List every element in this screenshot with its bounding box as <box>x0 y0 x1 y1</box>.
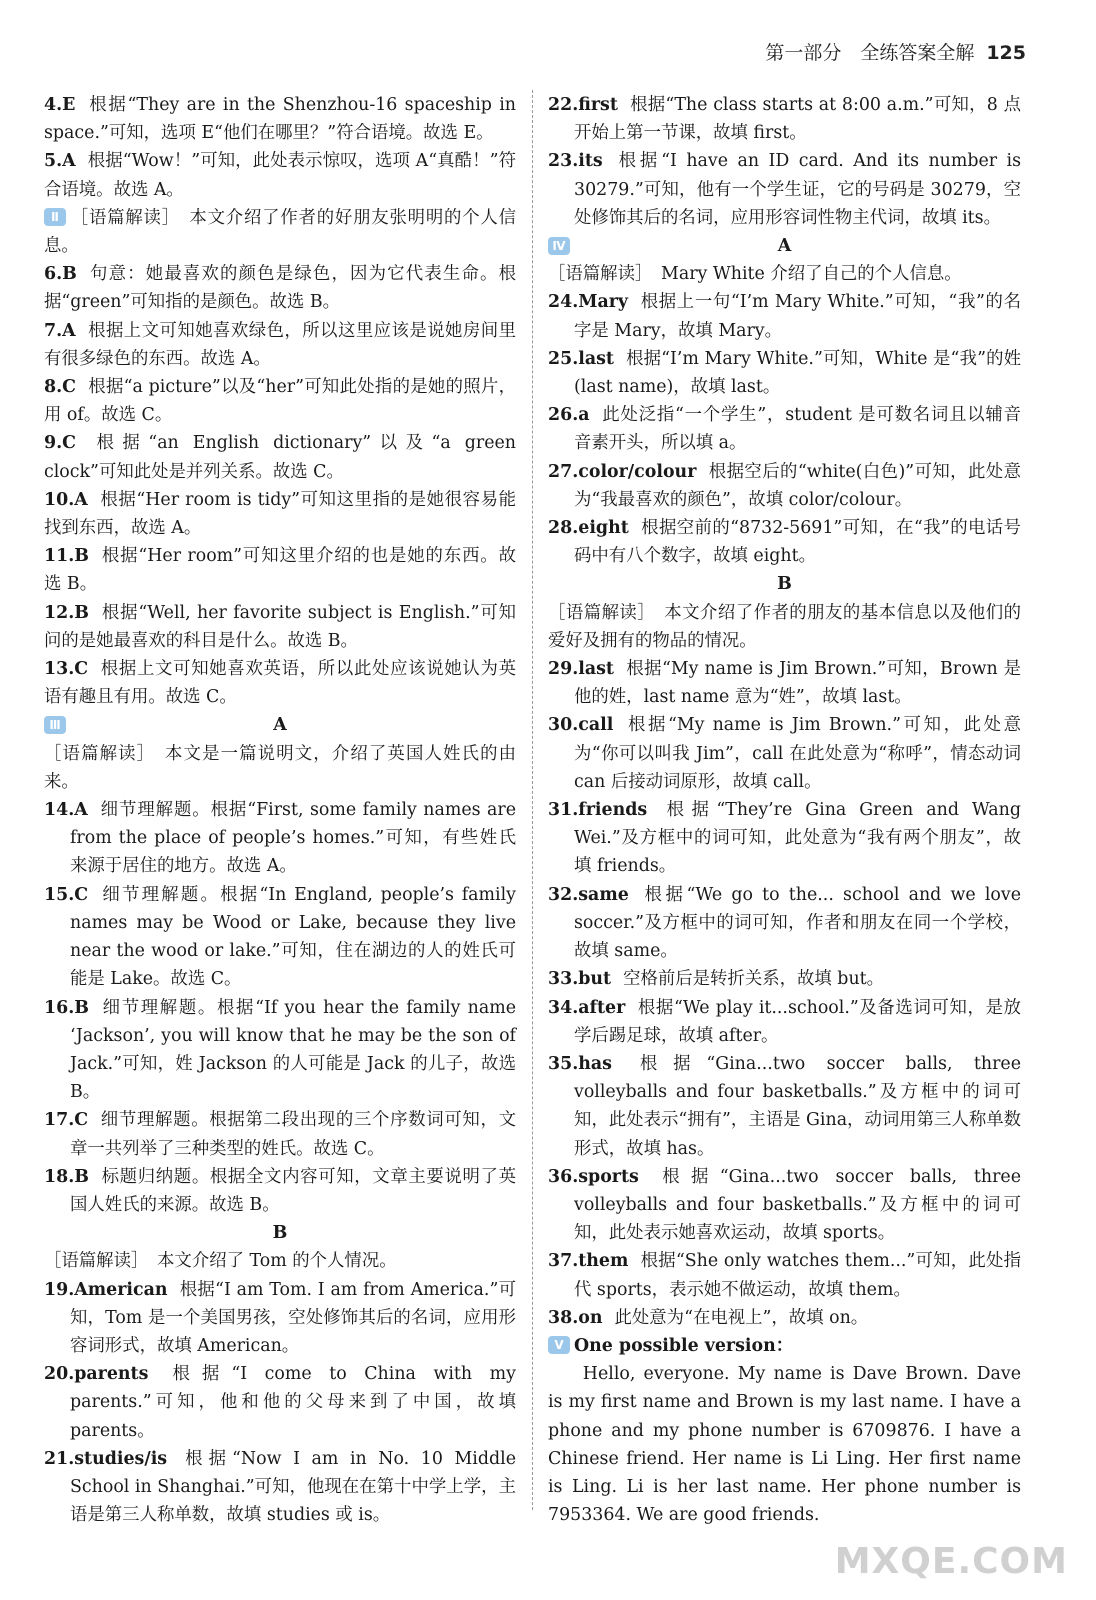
answer-explanation: 标题归纳题。根据全文内容可知，文章主要说明了英国人姓氏的来源。故选 B。 <box>70 1166 516 1215</box>
part-heading <box>44 711 516 739</box>
answer-explanation: 根据“Well, her favorite subject is English.”可知问的是她最喜欢的科目是什么。故选 B。 <box>44 602 516 651</box>
question-number: 30.call <box>548 715 614 736</box>
section-marker: Ⅲ <box>44 716 66 734</box>
question-number: 22.first <box>548 95 618 115</box>
answer-item <box>44 260 516 316</box>
answer-item <box>548 994 1021 1050</box>
answer-explanation: 根据“Gina...two soccer balls, three volleyballs and four basketballs.”及方框中的词可知，此处表示她喜欢运动，故填 sports。 <box>574 1166 1021 1244</box>
part-label: A <box>777 236 792 257</box>
question-number: 16.B <box>44 997 89 1018</box>
answer-item <box>548 965 1021 993</box>
page-header <box>765 38 1026 65</box>
answer-explanation: 根据空前的“8732-5691”可知，在“我”的电话号码中有八个数字，故填 eight。 <box>574 518 1021 567</box>
answer-explanation: 句意：她最喜欢的颜色是绿色，因为它代表生命。根据“green”可知指的是颜色。故选 B。 <box>44 264 516 313</box>
question-number: 34.after <box>548 997 626 1018</box>
answer-explanation: 细节理解题。根据“In England, people’s family names may be Wood or Lake, because they live near the wood or lake.”可知，住在湖边的人的姓氏可能是 Lake。故选 C。 <box>70 884 516 990</box>
question-number: 14.A <box>44 800 88 821</box>
answer-item <box>44 542 516 598</box>
answer-item <box>44 1360 516 1445</box>
answer-item <box>548 345 1021 401</box>
answer-explanation: 根据“Now I am in No. 10 Middle School in Shanghai.”可知，他现在在第十中学上学，主语是第三人称单数，故填 studies 或 is。 <box>70 1448 516 1526</box>
essay-text: Hello, everyone. My name is Dave Brown. Dave is my first name and Brown is my last name. I have a phone and my phone number is 6709876. I have a Chinese friend. Her name is Li Ling. Her first name is Ling. Li is her last name. Her phone number is 7953364. We are good friends. <box>548 1364 1021 1526</box>
answer-item <box>548 458 1021 514</box>
answer-explanation: 根据“We play it...school.”及备选词可知，是放学后踢足球，故填 after。 <box>574 997 1021 1046</box>
answer-item <box>44 373 516 429</box>
answer-explanation: 根据“I have an ID card. And its number is 30279.”可知，他有一个学生证，它的号码是 30279，空处修饰其后的名词，应用形容词性物主代词，故填 its。 <box>574 151 1021 228</box>
answer-explanation: 根据“I come to China with my parents.”可知，他和他的父母来到了中国，故填 parents。 <box>70 1364 516 1441</box>
question-number: 37.them <box>548 1251 629 1272</box>
section-title: 第一部分 全练答案全解 <box>765 42 975 64</box>
question-number: 19.American <box>44 1279 168 1300</box>
answer-item <box>548 655 1021 711</box>
section-heading <box>548 1332 1021 1360</box>
left-column <box>44 91 516 1529</box>
answer-item <box>548 401 1021 457</box>
answer-explanation: 细节理解题。根据“First, some family names are from the place of people’s homes.”可知，有些姓氏来源于居住的地方。故选 A。 <box>70 800 516 877</box>
question-number: 28.eight <box>548 518 629 539</box>
question-number: 36.sports <box>548 1166 639 1187</box>
part-label: A <box>273 715 287 736</box>
question-number: 6.B <box>44 264 77 285</box>
answer-item <box>548 1050 1021 1163</box>
answer-explanation: 根据上文可知她喜欢绿色，所以这里应该是说她房间里有很多绿色的东西。故选 A。 <box>44 320 516 369</box>
answer-explanation: 根据“My name is Jim Brown.”可知，此处意为“你可以叫我 Jim”，call 在此处意为“称呼”，情态动词 can 后接动词原形，故填 call。 <box>574 715 1021 792</box>
answer-item <box>44 317 516 373</box>
part-heading <box>548 232 1021 260</box>
page-number: 125 <box>986 42 1026 64</box>
passage-summary: ［语篇解读］ 本文是一篇说明文，介绍了英国人姓氏的由来。 <box>44 743 516 792</box>
answer-item <box>548 147 1021 232</box>
question-number: 7.A <box>44 320 76 341</box>
answer-item <box>44 91 516 147</box>
answer-item <box>548 881 1021 966</box>
answer-item <box>44 1106 516 1162</box>
question-number: 24.Mary <box>548 292 629 313</box>
answer-explanation: 此处意为“在电视上”，故填 on。 <box>614 1307 869 1328</box>
answer-explanation: 根据“an English dictionary”以及“a green clock”可知此处是并列关系。故选 C。 <box>44 433 516 482</box>
question-number: 15.C <box>44 884 89 905</box>
question-number: 23.its <box>548 151 603 172</box>
answer-item <box>548 796 1021 881</box>
section-text: One possible version： <box>574 1335 794 1356</box>
question-number: 32.same <box>548 884 629 905</box>
answer-explanation: 根据“I am Tom. I am from America.”可知，Tom 是一个美国男孩，空处修饰其后的名词，应用形容词形式，故填 American。 <box>70 1279 516 1356</box>
watermark: MXQE.COM <box>834 1541 1068 1582</box>
part-heading: B <box>272 1223 288 1244</box>
answer-explanation: 此处泛指“一个学生”，student 是可数名词且以辅音音素开头，所以填 a。 <box>574 405 1021 454</box>
section-marker: Ⅳ <box>548 237 570 255</box>
answer-explanation: 根据“I’m Mary White.”可知，White 是“我”的姓(last name)，故填 last。 <box>574 348 1021 398</box>
answer-item <box>44 599 516 655</box>
answer-explanation: 根据上文可知她喜欢英语，所以此处应该说她认为英语有趣且有用。故选 C。 <box>44 659 516 708</box>
answer-explanation: 根据“They’re Gina Green and Wang Wei.”及方框中的词可知，此处意为“我有两个朋友”，故填 friends。 <box>574 800 1021 877</box>
answer-item <box>44 1163 516 1219</box>
answer-explanation: 根据上一句“I’m Mary White.”可知，“我”的名字是 Mary，故填 Mary。 <box>574 292 1021 341</box>
answer-explanation: 根据“Her room”可知这里介绍的也是她的东西。故选 B。 <box>44 546 516 595</box>
question-number: 9.C <box>44 433 76 454</box>
answer-explanation: 根据“She only watches them...”可知，此处指代 sports，表示她不做运动，故填 them。 <box>574 1251 1021 1300</box>
answer-item <box>44 486 516 542</box>
sample-essay <box>548 1360 1021 1529</box>
section-marker: Ⅱ <box>44 208 66 226</box>
answer-explanation: 细节理解题。根据第二段出现的三个序数词可知，文章一共列举了三种类型的姓氏。故选 C。 <box>70 1110 516 1159</box>
question-number: 21.studies/is <box>44 1448 168 1469</box>
question-number: 26.a <box>548 405 590 426</box>
answer-item <box>44 1445 516 1530</box>
question-number: 33.but <box>548 969 612 990</box>
question-number: 27.color/colour <box>548 461 697 482</box>
question-number: 12.B <box>44 602 89 623</box>
question-number: 20.parents <box>44 1364 149 1385</box>
answer-item <box>548 711 1021 796</box>
right-column <box>548 91 1021 1529</box>
answer-explanation: 根据空后的“white(白色)”可知，此处意为“我最喜欢的颜色”，故填 color/colour。 <box>574 461 1021 510</box>
answer-item <box>44 994 516 1107</box>
answer-explanation: 根据“Her room is tidy”可知这里指的是她很容易能找到东西，故选 A。 <box>44 489 516 539</box>
answer-item <box>44 655 516 711</box>
section-heading <box>44 204 516 260</box>
answer-item <box>548 1304 1021 1332</box>
question-number: 25.last <box>548 348 614 369</box>
question-number: 10.A <box>44 489 88 510</box>
answer-explanation: 根据“a picture”以及“her”可知此处指的是她的照片，用 of。故选 C。 <box>44 377 516 426</box>
question-number: 35.has <box>548 1053 612 1074</box>
column-divider <box>532 90 533 1510</box>
passage-summary: ［语篇解读］ 本文介绍了作者的朋友的基本信息以及他们的爱好及拥有的物品的情况。 <box>548 602 1021 651</box>
section-marker: Ⅴ <box>548 1336 570 1354</box>
answer-explanation: 根据“We go to the... school and we love soccer.”及方框中的词可知，作者和朋友在同一个学校，故填 same。 <box>574 884 1021 962</box>
answer-item <box>548 91 1021 147</box>
question-number: 13.C <box>44 659 89 680</box>
answer-explanation: 细节理解题。根据“If you hear the family name ‘Jackson’, you will know that he may be the son of Jack.”可知，姓 Jackson 的人可能是 Jack 的儿子，故选 B。 <box>70 997 516 1103</box>
answer-item <box>44 1276 516 1361</box>
answer-item <box>44 429 516 485</box>
part-heading: B <box>777 574 792 595</box>
question-number: 17.C <box>44 1110 89 1131</box>
answer-explanation: 空格前后是转折关系，故填 but。 <box>623 969 885 990</box>
answer-item <box>548 1247 1021 1303</box>
question-number: 31.friends <box>548 800 648 821</box>
answer-explanation: 根据“Gina...two soccer balls, three volleyballs and four basketballs.”及方框中的词可知，此处表示“拥有”，主语是 Gina，动词用第三人称单数形式，故填 has。 <box>574 1053 1021 1159</box>
question-number: 18.B <box>44 1166 89 1187</box>
answer-item <box>548 514 1021 570</box>
answer-explanation: 根据“Wow！”可知，此处表示惊叹，选项 A“真酷！”符合语境。故选 A。 <box>44 151 516 200</box>
passage-summary: ［语篇解读］ Mary White 介绍了自己的个人信息。 <box>548 264 962 285</box>
question-number: 29.last <box>548 659 614 680</box>
question-number: 4.E <box>44 95 76 115</box>
answer-explanation: 根据“They are in the Shenzhou-16 spaceship in space.”可知，选项 E“他们在哪里？”符合语境。故选 E。 <box>44 95 516 144</box>
question-number: 8.C <box>44 377 76 398</box>
passage-summary: ［语篇解读］ 本文介绍了 Tom 的个人情况。 <box>44 1251 397 1272</box>
answer-explanation: 根据“My name is Jim Brown.”可知，Brown 是他的姓，last name 意为“姓”，故填 last。 <box>574 659 1021 708</box>
answer-item <box>548 1163 1021 1248</box>
answer-item <box>44 147 516 203</box>
question-number: 38.on <box>548 1307 603 1328</box>
answer-item <box>548 288 1021 344</box>
answer-explanation: 根据“The class starts at 8:00 a.m.”可知，8 点开始上第一节课，故填 first。 <box>574 95 1021 144</box>
answer-item <box>44 796 516 881</box>
section-text: ［语篇解读］ 本文介绍了作者的好朋友张明明的个人信息。 <box>44 207 516 257</box>
question-number: 11.B <box>44 546 89 567</box>
answer-item <box>44 881 516 994</box>
question-number: 5.A <box>44 151 76 172</box>
